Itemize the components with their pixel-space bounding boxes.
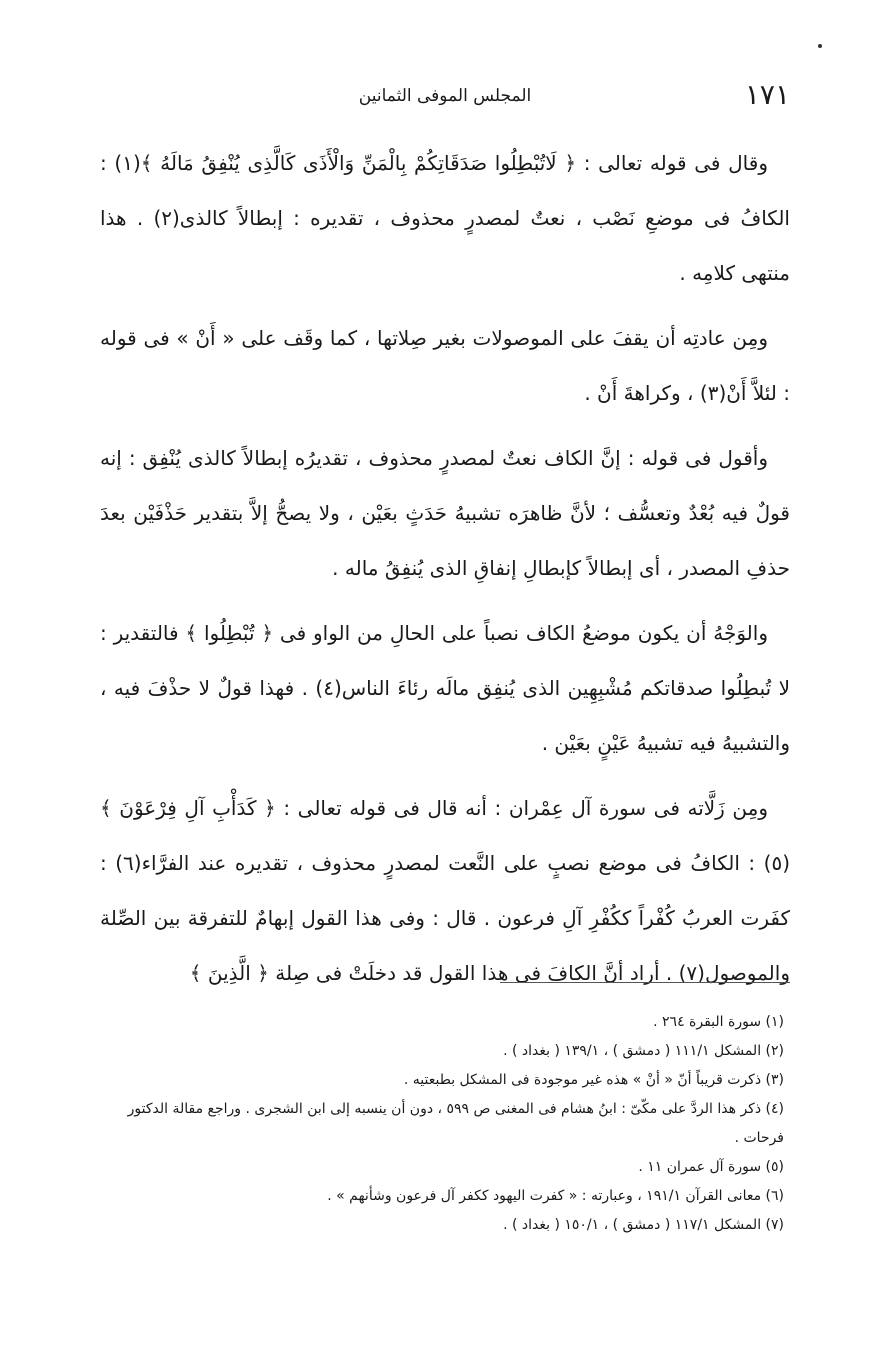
footnote: (٣) ذكرت قريباً أنّ « أنْ » هذه غير موجودة فى المشكل بطبعتيه . (403, 1072, 784, 1088)
footnote: (٥) سورة آل عمران ١١ . (638, 1159, 784, 1175)
paragraph: وأقول فى قوله : إنَّ الكاف نعتٌ لمصدرٍ محذوف ، تقديرُه إبطالاً كالذى يُنْفِق : إنه قولٌ فيه بُعْدٌ وتعسُّف ؛ لأنَّ ظاهرَه تشبيهُ حَدَثٍ بعَيْن ، ولا يصحُّ إلاَّ بتقدير حَذْفَيْن بعدَ حذفِ المصدر ، أى إبطالاً كإبطالِ إنفاقِ الذى يُنفِقُ ماله . (100, 446, 790, 580)
footnote: (٦) معانى القرآن ١٩١/١ ، وعبارته : « كفرت اليهود ككفر آل فرعون وشأنهم » . (327, 1188, 784, 1204)
paragraph: ومِن عادتِه أن يقفَ على الموصولات بغير صِلاتها ، كما وقَف على « أَنْ » فى قوله : لئلاَّ أَنْ(٣) ، وكراهةَ أَنْ . (100, 326, 790, 405)
page-number: ١٧١ (744, 78, 790, 111)
paragraph: والوَجْهُ أن يكون موضعُ الكاف نصباً على الحالِ من الواو فى ﴿ تُبْطِلُوا ﴾ فالتقدير : لا تُبطِلُوا صدقاتكم مُشْبِهِين الذى يُنفِق مالَه رئاءَ الناس(٤) . فهذا قولٌ لا حذْفَ فيه ، والتشبيهُ فيه تشبيهُ عَيْنٍ بعَيْن . (100, 621, 791, 755)
main-text (100, 136, 790, 1011)
page-header (100, 78, 790, 118)
running-head: المجلس الموفى الثمانين (358, 86, 532, 106)
footnote: (٤) ذكر هذا الردَّ على مكّىّ : ابنُ هشام فى المغنى ص ٥٩٩ ، دون أن ينسبه إلى ابن الشجرى . وراجع مقالة الدكتور فرحات . (127, 1101, 784, 1146)
footnote: (١) سورة البقرة ٢٦٤ . (653, 1014, 784, 1030)
scan-speck (818, 44, 822, 48)
footnote: (٧) المشكل ١١٧/١ ( دمشق ) ، ١٥٠/١ ( بغداد ) . (503, 1217, 784, 1233)
footnote: (٢) المشكل ١١١/١ ( دمشق ) ، ١٣٩/١ ( بغداد ) . (503, 1043, 784, 1059)
paragraph: وقال فى قوله تعالى : ﴿ لَاتُبْطِلُوا صَدَقَاتِكُمْ بِالْمَنِّ وَالْأَذَى كَالَّذِى يُنْفِقُ مَالَهُ ﴾(١) : الكافُ فى موضعِ نَصْب ، نعتٌ لمصدرٍ محذوف ، تقديره : إبطالاً كالذى(٢) . هذا منتهى كلامِه . (100, 151, 790, 285)
paragraph: ومِن زَلَّاته فى سورة آل عِمْران : أنه قال فى قوله تعالى : ﴿ كَدَأْبِ آلِ فِرْعَوْنَ ﴾(٥) : الكافُ فى موضع نصبٍ على النَّعت لمصدرٍ محذوف ، تقديره عند الفرَّاء(٦) : كفَرت العربُ كُفْراً ككُفْرِ آلِ فرعون . قال : وفى هذا القول إبهامٌ للتفرقة بين الصِّلة والموصول(٧) . أراد أنَّ الكافَ فى هذا القول قد دخلَتْ فى صِلة ﴿ الَّذِينَ ﴾ (100, 796, 790, 985)
footnote-divider (500, 982, 790, 983)
footnotes (100, 1008, 790, 1240)
